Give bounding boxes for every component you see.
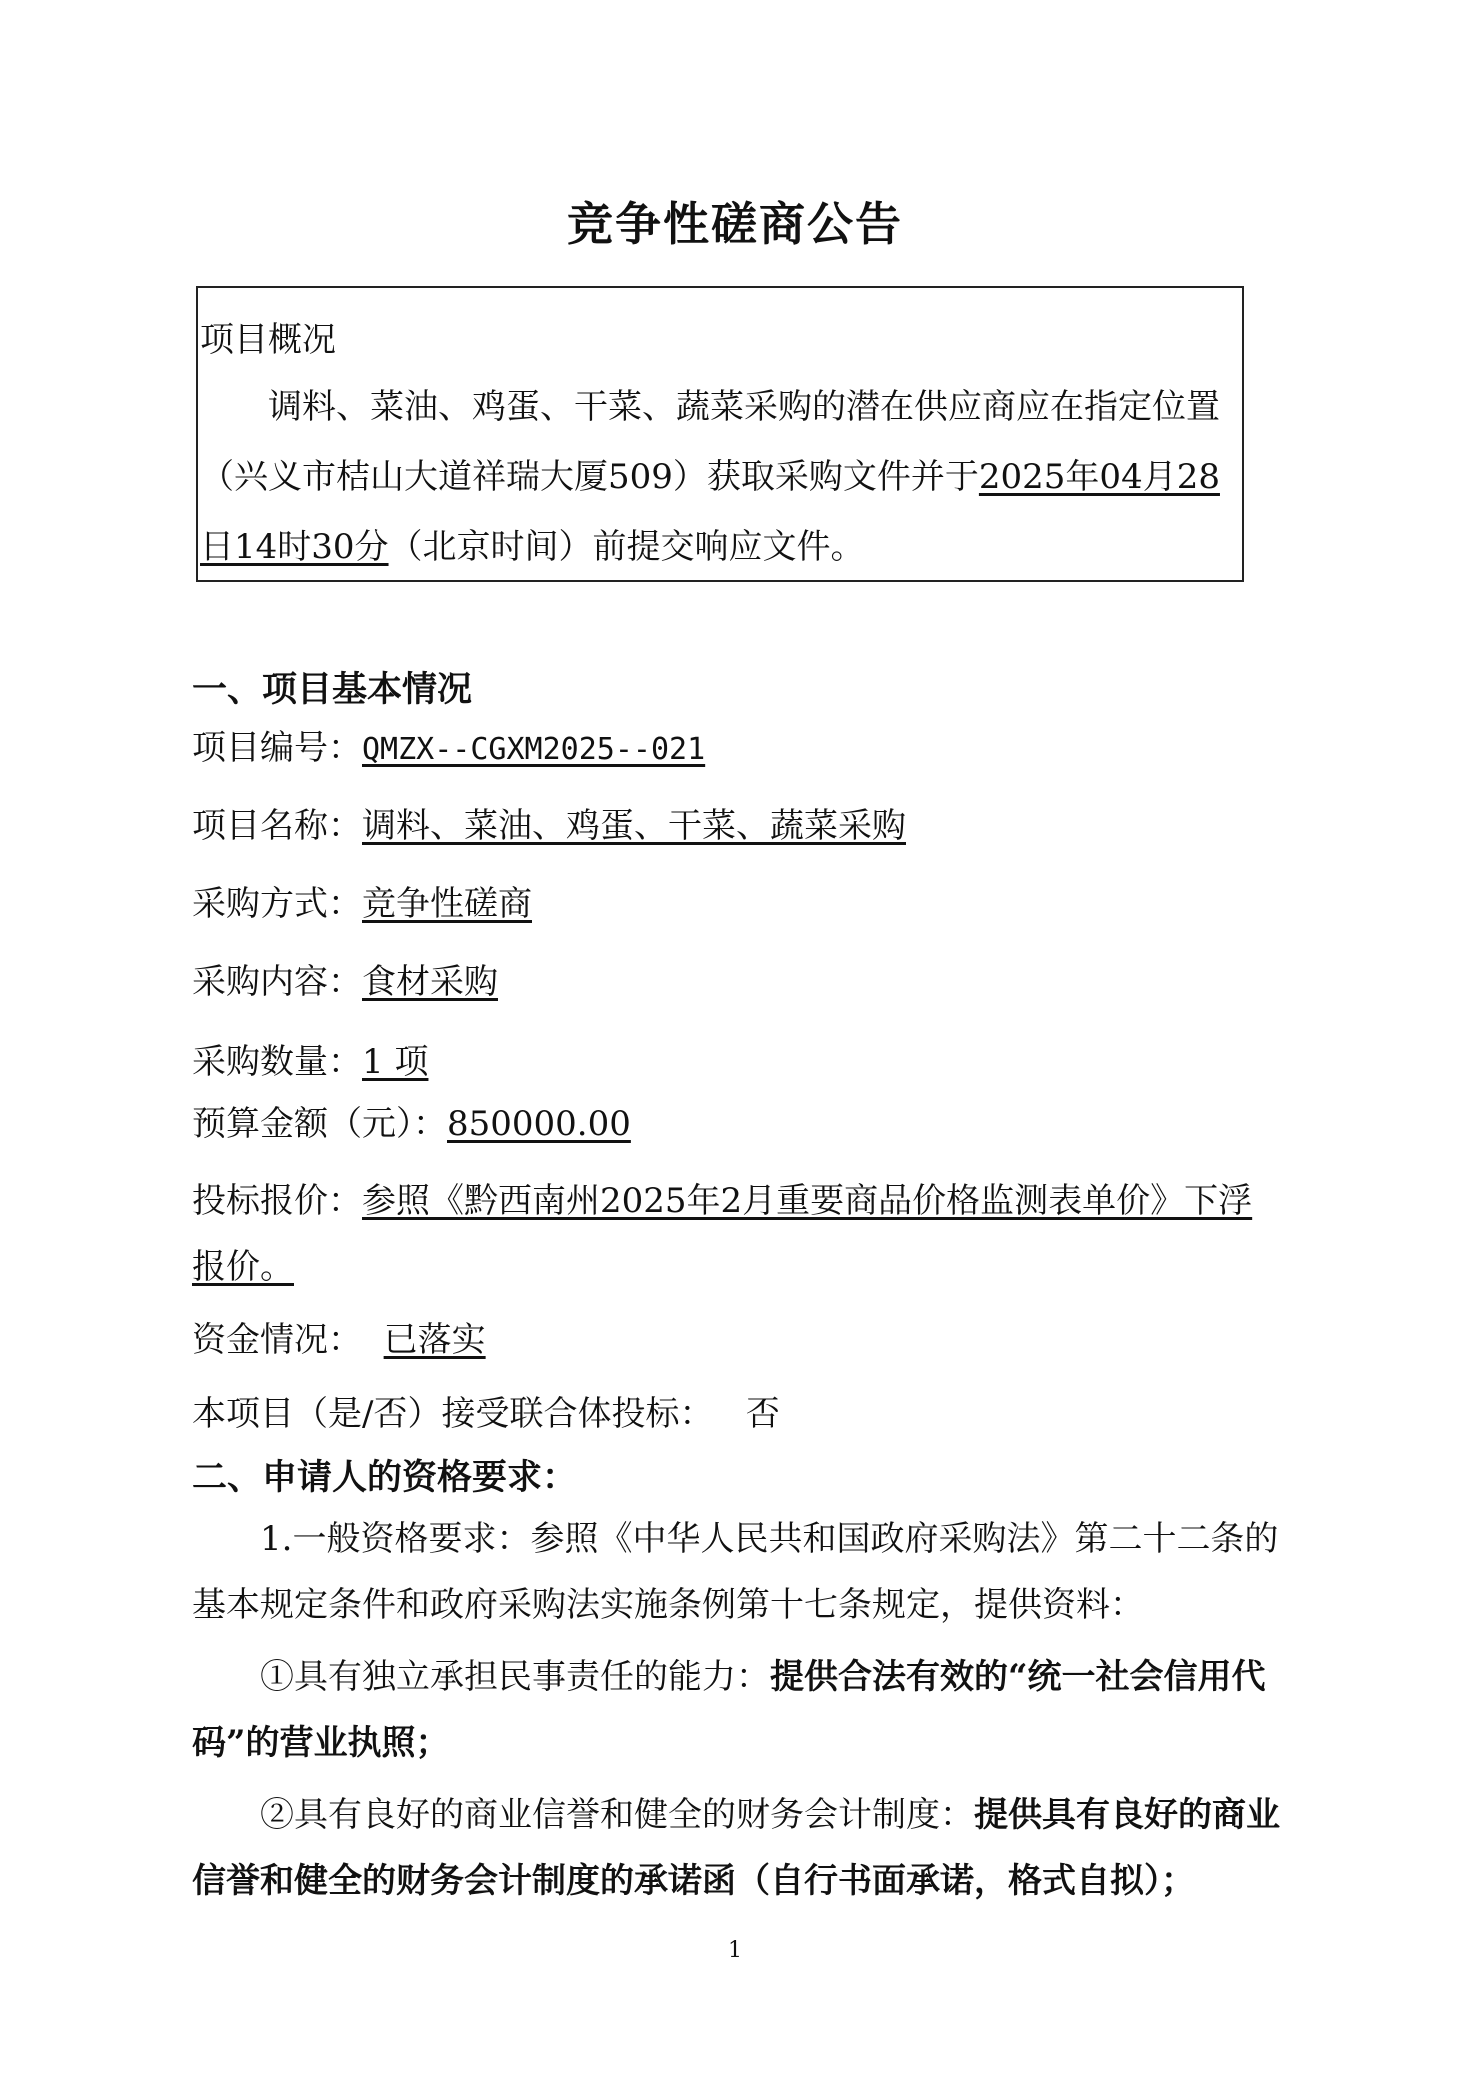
project-name-value: 调料、菜油、鸡蛋、干菜、蔬菜采购 (362, 806, 906, 846)
overview-text (200, 372, 1244, 582)
content-value: 食材采购 (362, 962, 498, 1002)
section1-heading: 一、项目基本情况 (192, 669, 473, 710)
page-number: 1 (728, 1938, 742, 1963)
consortium-value: 否 (745, 1394, 780, 1434)
method-value: 竞争性磋商 (362, 884, 532, 924)
method-row (192, 876, 532, 925)
overview-heading: 项目概况 (200, 320, 336, 360)
budget-value: 850000.00 (447, 1104, 631, 1144)
section2-heading: 二、申请人的资格要求： (192, 1457, 578, 1498)
item2-bold: 提供具有良好的商业信誉和健全的财务会计制度的承诺函（自行书面承诺，格式自拟）； (192, 1795, 1280, 1901)
funds-value: 已落实 (383, 1320, 486, 1360)
quote-value: 参照《黔西南州2025年2月重要商品价格监测表单价》下浮报价。 (192, 1181, 1253, 1287)
requirement-1: 1.一般资格要求：参照《中华人民共和国政府采购法》第二十二条的基本规定条件和政府采购法实施条例第十七条规定，提供资料： (192, 1519, 1279, 1625)
item2-normal: ②具有良好的商业信誉和健全的财务会计制度： (260, 1795, 974, 1835)
overview-deadline: 2025年04月28日14时30分 (200, 457, 1220, 567)
quote-label: 投标报价： (192, 1181, 362, 1221)
requirement-item-2 (192, 1782, 1282, 1914)
quantity-label: 采购数量： (192, 1042, 362, 1082)
budget-label: 预算金额（元）： (192, 1104, 447, 1144)
consortium-label: 本项目（是/否）接受联合体投标： (192, 1394, 714, 1434)
quantity-row (192, 1034, 428, 1083)
content-label: 采购内容： (192, 962, 362, 1002)
overview-box (196, 286, 1244, 582)
project-name-row (192, 798, 906, 847)
project-no-row (192, 720, 705, 769)
project-no-value: QMZX--CGXM2025--021 (362, 732, 706, 767)
quantity-value: 1 项 (362, 1042, 429, 1082)
funds-label: 资金情况： (192, 1320, 362, 1360)
page-title: 竞争性磋商公告 (567, 197, 903, 251)
requirement-item-1 (192, 1644, 1282, 1776)
quote-row (192, 1168, 1282, 1300)
overview-text-2: （北京时间）前提交响应文件。 (388, 527, 865, 567)
budget-row (192, 1096, 631, 1145)
overview-text-1: 调料、菜油、鸡蛋、干菜、蔬菜采购的潜在供应商应在指定位置（兴义市桔山大道祥瑞大厦509）获取采购文件并于 (200, 387, 1220, 497)
content-row (192, 954, 498, 1003)
project-name-label: 项目名称： (192, 806, 362, 846)
method-label: 采购方式： (192, 884, 362, 924)
consortium-row (192, 1386, 780, 1435)
item1-bold: 提供合法有效的“统一社会信用代码”的营业执照； (192, 1657, 1266, 1763)
item1-normal: ①具有独立承担民事责任的能力： (260, 1657, 770, 1697)
project-no-label: 项目编号： (192, 728, 362, 768)
funds-row (192, 1312, 486, 1361)
